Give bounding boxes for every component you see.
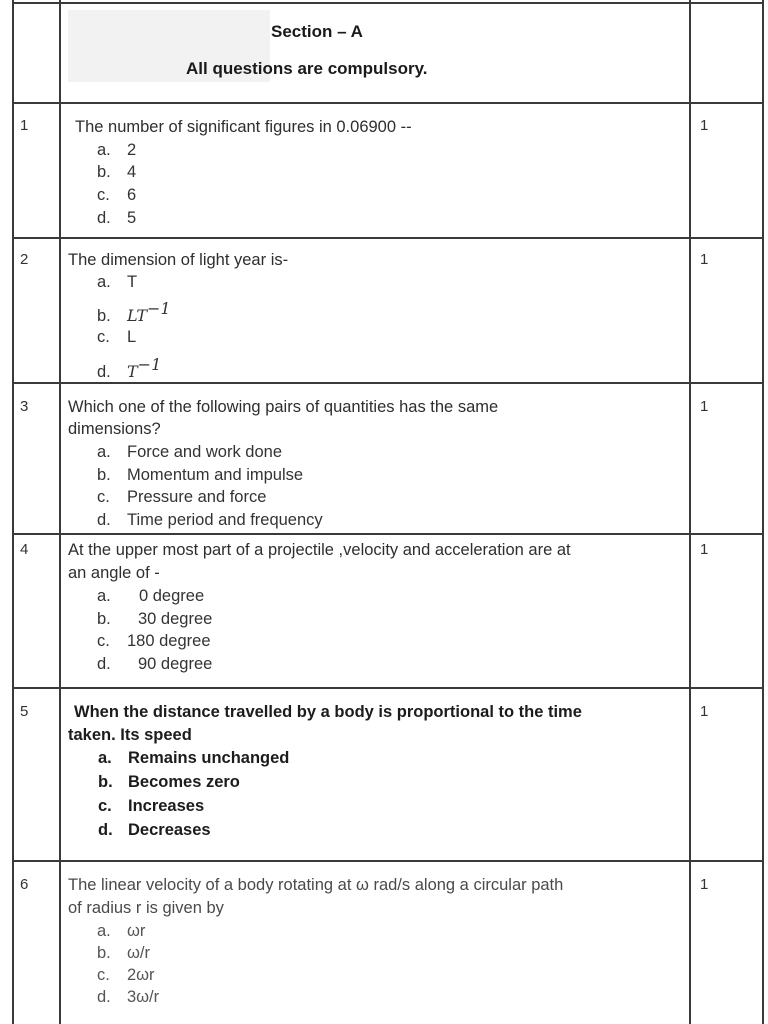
table-border-top	[12, 2, 764, 4]
question-text-line-1: The linear velocity of a body rotating at ω rad/s along a circular path	[68, 876, 564, 894]
question-marks: 1	[700, 703, 709, 720]
option-b: b. $LT^{-1}$	[97, 299, 171, 325]
question-text-line-2: an angle of -	[68, 564, 160, 582]
option-c: c. 180 degree	[97, 632, 211, 650]
question-text-line-1: When the distance travelled by a body is proportional to the time	[74, 703, 582, 721]
table-border-left	[12, 0, 14, 1024]
question-text-line-2: dimensions?	[68, 420, 161, 438]
option-d: d. 90 degree	[97, 655, 213, 673]
question-number: 6	[20, 876, 29, 893]
question-marks: 1	[700, 541, 709, 558]
option-b: b. 4	[97, 163, 137, 181]
option-c: c. L	[97, 328, 137, 346]
instruction-text: All questions are compulsory.	[186, 59, 428, 78]
row-divider-1	[12, 102, 764, 104]
table-border-right	[762, 0, 764, 1024]
option-a: a. 2	[97, 141, 137, 159]
option-c: c. Increases	[98, 797, 205, 815]
question-number: 3	[20, 398, 29, 415]
option-c: c. 2ωr	[97, 966, 155, 984]
question-text-line-2: of radius r is given by	[68, 899, 224, 917]
option-a: a. Force and work done	[97, 443, 283, 461]
option-b: b. ω/r	[97, 944, 150, 962]
option-d: d. Time period and frequency	[97, 511, 323, 529]
section-title: Section – A	[271, 22, 363, 41]
option-d: d. Decreases	[98, 821, 211, 839]
option-a: a. Remains unchanged	[98, 749, 290, 767]
row-divider-5	[12, 687, 764, 689]
question-text: The dimension of light year is-	[68, 251, 289, 269]
question-number: 1	[20, 117, 29, 134]
question-marks: 1	[700, 398, 709, 415]
row-divider-4	[12, 533, 764, 535]
option-a: a. 0 degree	[97, 587, 205, 605]
option-b: b. Becomes zero	[98, 773, 240, 791]
table-divider-number	[59, 0, 61, 1024]
question-number: 4	[20, 541, 29, 558]
question-text: The number of significant figures in 0.06900 --	[75, 118, 412, 136]
question-number: 5	[20, 703, 29, 720]
question-marks: 1	[700, 117, 709, 134]
question-text-line-1: Which one of the following pairs of quantities has the same	[68, 398, 499, 416]
question-marks: 1	[700, 876, 709, 893]
question-text-line-2: taken. Its speed	[68, 726, 192, 744]
row-divider-2	[12, 237, 764, 239]
option-c: c. 6	[97, 186, 137, 204]
option-d: d. 5	[97, 209, 137, 227]
table-divider-marks	[689, 0, 691, 1024]
question-marks: 1	[700, 251, 709, 268]
row-divider-6	[12, 860, 764, 862]
option-d: d. 3ω/r	[97, 988, 160, 1006]
option-b: b. 30 degree	[97, 610, 213, 628]
option-b: b. Momentum and impulse	[97, 466, 304, 484]
question-text-line-1: At the upper most part of a projectile ,velocity and acceleration are at	[68, 541, 571, 559]
option-c: c. Pressure and force	[97, 488, 267, 506]
option-a: a. ωr	[97, 922, 146, 940]
option-d: d. $T^{-1}$	[97, 355, 162, 381]
question-number: 2	[20, 251, 29, 268]
option-a: a. T	[97, 273, 138, 291]
